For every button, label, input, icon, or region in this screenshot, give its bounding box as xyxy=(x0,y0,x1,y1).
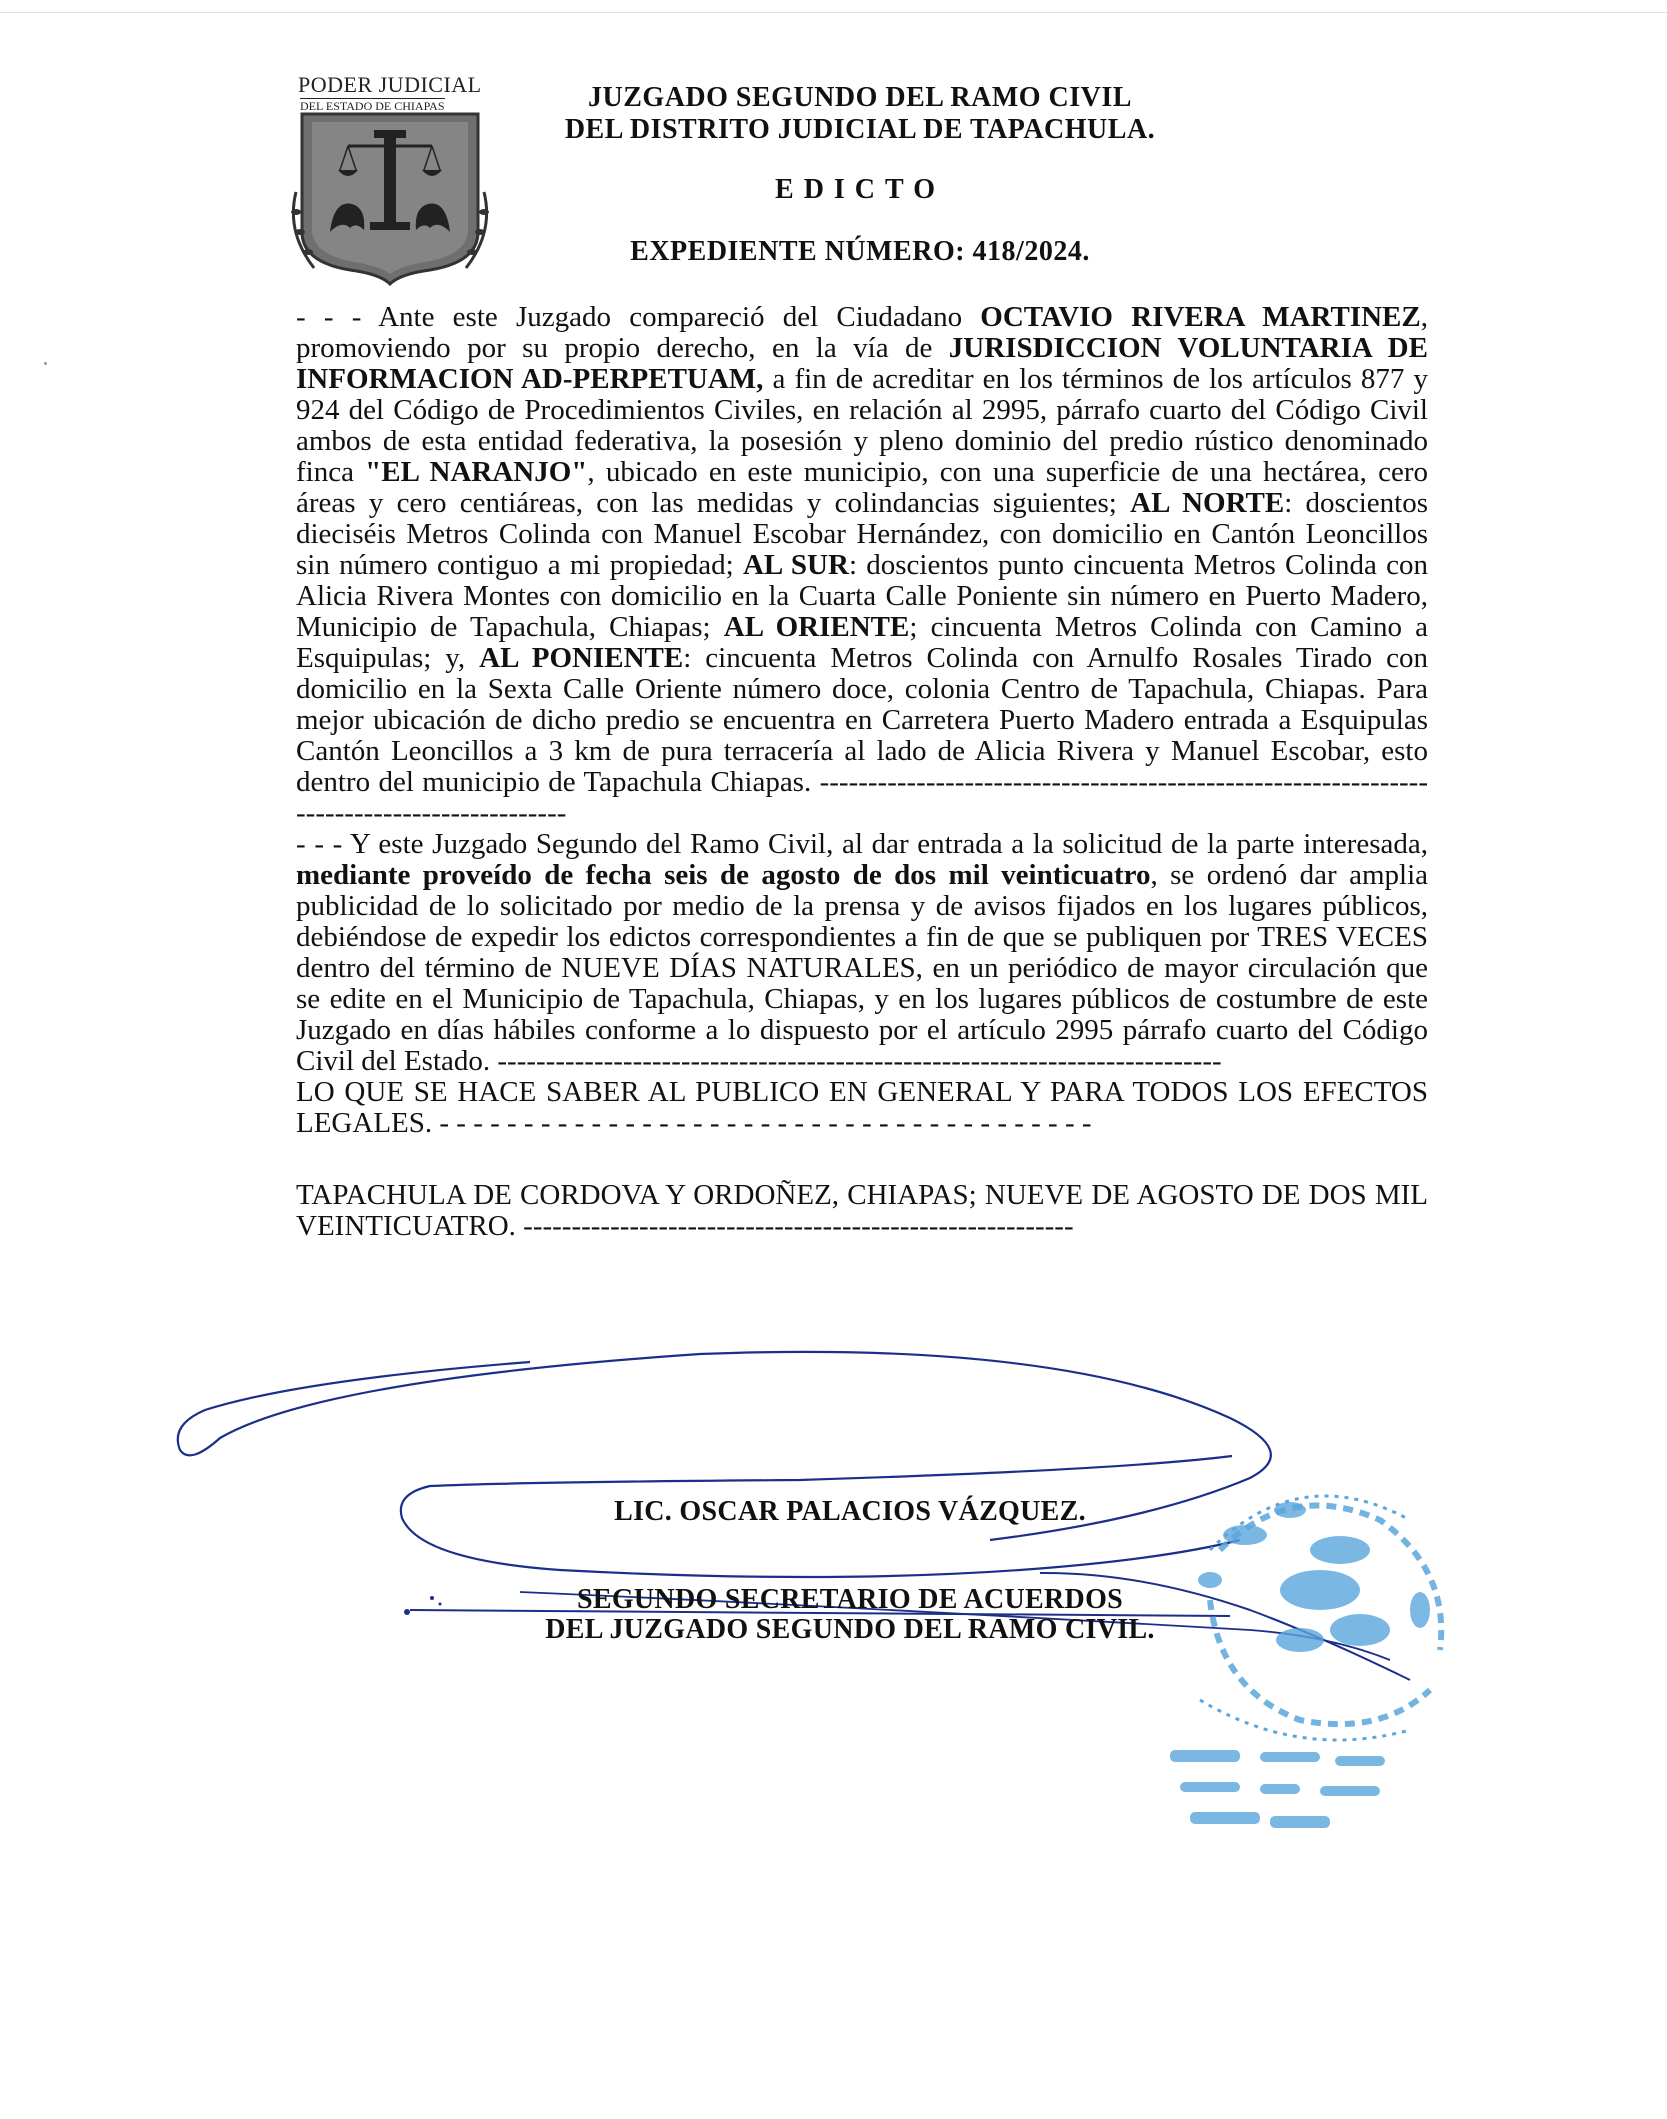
text-segment: , ubicado en este municipio, con una superficie de una hectárea, cero áreas y cero centiáreas, con las medidas y colindancias siguientes; xyxy=(296,456,1428,519)
boundary-west-label: AL PONIENTE xyxy=(479,642,684,674)
court-name-line2: DEL DISTRITO JUDICIAL DE TAPACHULA. xyxy=(564,114,1156,145)
logo-subtitle: DEL ESTADO DE CHIAPAS xyxy=(300,99,445,113)
text-segment: , se ordenó dar amplia publicidad de lo solicitado por medio de la prensa y de avisos fijados en los lugares públicos, debiéndose de expedir los edictos correspondientes a fin de que se publiquen por TRES VECES dentro del término de NUEVE DÍAS NATURALES, en un periódico de mayor circulación que se edite en el Municipio de Tapachula, Chiapas, y en los lugares públicos de costumbre de este Juzgado en días hábiles conforme a lo dispuesto por el artículo 2995 párrafo cuarto del Código Civil del Estado. xyxy=(296,859,1428,1077)
text-segment: - - - Ante este Juzgado compareció del Ciudadano xyxy=(296,301,981,333)
boundary-east-label: AL ORIENTE xyxy=(723,611,910,643)
dash-filler: --------------------------------------------------------- xyxy=(523,1210,1074,1242)
proceeding-type: JURISDICCION VOLUNTARIA DE INFORMACION AD-PERPETUAM, xyxy=(296,332,1428,395)
place-date-text: TAPACHULA DE CORDOVA Y ORDOÑEZ, CHIAPAS; NUEVE DE AGOSTO DE DOS MIL VEINTICUATRO. xyxy=(296,1179,1428,1242)
order-date: mediante proveído de fecha seis de agosto de dos mil veinticuatro xyxy=(296,859,1151,891)
boundary-east-text: ; cincuenta Metros Colinda con Camino a Esquipulas; y, xyxy=(296,611,1429,674)
petitioner-name: OCTAVIO RIVERA MARTINEZ xyxy=(980,301,1421,333)
boundary-north-label: AL NORTE xyxy=(1130,487,1285,519)
case-number: EXPEDIENTE NÚMERO: 418/2024. xyxy=(630,236,1090,267)
signatory-name: LIC. OSCAR PALACIOS VÁZQUEZ. xyxy=(614,1496,1086,1527)
dash-filler: - - - - - - - - - - - - - - - - - - - - - - - - - - - - - - - - - - - - - - - xyxy=(439,1107,1092,1139)
dash-filler: --------------------------------------------------------------------------- xyxy=(497,1045,1222,1077)
text-segment: a fin de acreditar en los términos de los artículos 877 y 924 del Código de Procedimientos Civiles, en relación al 2995, párrafo cuarto del Código Civil ambos de esta entidad federativa, la posesión y pleno dominio del predio rústico denominado finca xyxy=(296,363,1428,488)
boundary-north-text: : doscientos dieciséis Metros Colinda con Manuel Escobar Hernández, con domicilio en Cantón Leoncillos sin número contiguo a mi propiedad; xyxy=(296,487,1428,581)
property-name: "EL NARANJO" xyxy=(365,456,588,488)
text-segment: , promoviendo por su propio derecho, en la vía de xyxy=(296,301,1428,364)
dash-filler: ------------------------------------------------------------------------------------------- xyxy=(296,766,1428,829)
court-name-line1: JUZGADO SEGUNDO DEL RAMO CIVIL xyxy=(588,82,1132,113)
boundary-west-text: : cincuenta Metros Colinda con Arnulfo Rosales Tirado con domicilio en la Sexta Calle Oriente número doce, colonia Centro de Tapachula, Chiapas. Para mejor ubicación de dicho predio se encuentra en Carretera Puerto Madero entrada a Esquipulas Cantón Leoncillos a 3 km de pura terracería al lado de Alicia Rivera y Manuel Escobar, esto dentro del municipio de Tapachula Chiapas. xyxy=(296,642,1428,798)
boundary-south-text: : doscientos punto cincuenta Metros Colinda con Alicia Rivera Montes con domicilio en la Cuarta Calle Poniente sin número en Puerto Madero, Municipio de Tapachula, Chiapas; xyxy=(296,549,1428,643)
signatory-title-line1: SEGUNDO SECRETARIO DE ACUERDOS xyxy=(576,1584,1124,1615)
text-segment: - - - Y este Juzgado Segundo del Ramo Civil, al dar entrada a la solicitud de la parte interesada, xyxy=(296,828,1428,860)
notice-text: LO QUE SE HACE SABER AL PUBLICO EN GENERAL Y PARA TODOS LOS EFECTOS LEGALES. xyxy=(296,1076,1428,1139)
logo-title: PODER JUDICIAL xyxy=(298,72,482,97)
document-type: EDICTO xyxy=(775,174,945,205)
signatory-title-line2: DEL JUZGADO SEGUNDO DEL RAMO CIVIL. xyxy=(545,1614,1155,1645)
boundary-south-label: AL SUR xyxy=(742,549,849,581)
